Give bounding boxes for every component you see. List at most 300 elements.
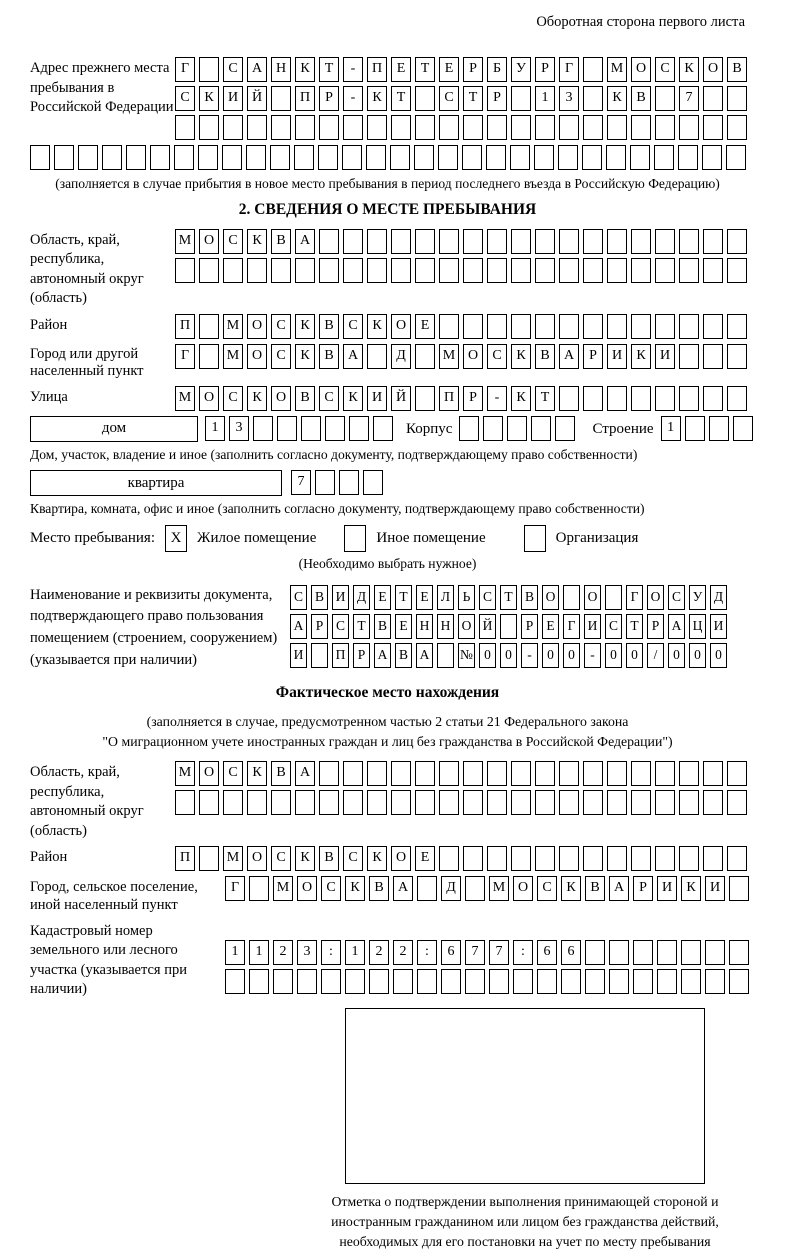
char-box xyxy=(559,314,579,339)
char-box xyxy=(311,643,328,668)
char-box: С xyxy=(223,57,243,82)
char-box xyxy=(271,790,291,815)
char-box: М xyxy=(223,846,243,871)
char-box: 0 xyxy=(668,643,685,668)
char-box: - xyxy=(343,57,363,82)
char-box xyxy=(679,229,699,254)
char-box xyxy=(367,229,387,254)
char-box xyxy=(535,258,555,283)
char-box xyxy=(583,846,603,871)
char-box xyxy=(583,314,603,339)
char-box xyxy=(631,846,651,871)
char-box xyxy=(729,969,749,994)
char-box xyxy=(583,258,603,283)
stay-type-option-residential: Жилое помещение xyxy=(197,530,317,547)
char-box xyxy=(175,258,195,283)
char-box: 1 xyxy=(535,86,555,111)
char-box xyxy=(373,416,393,441)
char-box: : xyxy=(417,940,437,965)
char-box: А xyxy=(393,876,413,901)
region-row-2 xyxy=(175,258,747,283)
char-box xyxy=(199,258,219,283)
document-block xyxy=(30,583,745,672)
char-box xyxy=(703,86,723,111)
char-box: К xyxy=(247,761,267,786)
korpus-label: Корпус xyxy=(406,420,453,437)
char-box xyxy=(339,470,359,495)
char-box: 1 xyxy=(249,940,269,965)
stay-type-note: (Необходимо выбрать нужное) xyxy=(298,556,477,572)
stay-type-option-organization: Организация xyxy=(555,530,639,547)
actual-city-block xyxy=(30,876,745,914)
char-box xyxy=(510,145,530,170)
house-block xyxy=(30,416,745,442)
char-box xyxy=(679,386,699,411)
char-box xyxy=(705,940,725,965)
char-box xyxy=(253,416,273,441)
char-box xyxy=(655,314,675,339)
char-box: М xyxy=(439,344,459,369)
char-box: И xyxy=(607,344,627,369)
cadastral-row-2 xyxy=(225,969,749,994)
previous-address-note: (заполняется в случае прибытия в новое место пребывания в период последнего въезда в Российскую Федерацию) xyxy=(55,176,720,191)
char-box xyxy=(277,416,297,441)
char-box xyxy=(655,386,675,411)
char-box: 6 xyxy=(441,940,461,965)
char-box: С xyxy=(343,314,363,339)
char-box: 1 xyxy=(205,416,225,441)
char-box: - xyxy=(487,386,507,411)
char-box xyxy=(511,115,531,140)
char-box: 0 xyxy=(500,643,517,668)
char-box xyxy=(727,229,747,254)
char-box xyxy=(733,416,753,441)
char-box: Р xyxy=(319,86,339,111)
char-box xyxy=(342,145,362,170)
char-box xyxy=(390,145,410,170)
char-box: 7 xyxy=(291,470,311,495)
char-box xyxy=(318,145,338,170)
char-box: И xyxy=(290,643,307,668)
char-box xyxy=(175,115,195,140)
actual-location-note-line2: "О миграционном учете иностранных граждан и лиц без гражданства в Российской Федерации") xyxy=(102,734,673,750)
char-box: - xyxy=(521,643,538,668)
char-box xyxy=(703,386,723,411)
char-box: К xyxy=(247,229,267,254)
char-box: Е xyxy=(374,585,391,610)
char-box: 0 xyxy=(605,643,622,668)
char-box xyxy=(558,145,578,170)
char-box xyxy=(679,790,699,815)
char-box xyxy=(609,940,629,965)
char-box: Н xyxy=(437,614,454,639)
char-box xyxy=(679,761,699,786)
stroenie-row xyxy=(661,416,753,441)
previous-address-label: Адрес прежнего места пребывания в Российской Федерации xyxy=(30,60,174,116)
char-box xyxy=(705,969,725,994)
char-box xyxy=(727,314,747,339)
char-box xyxy=(655,258,675,283)
stay-type-checkbox-other xyxy=(344,525,366,552)
char-box: С xyxy=(223,761,243,786)
char-box xyxy=(315,470,335,495)
char-box: К xyxy=(631,344,651,369)
char-box xyxy=(439,258,459,283)
char-box: Й xyxy=(479,614,496,639)
char-box xyxy=(223,790,243,815)
char-box: П xyxy=(175,314,195,339)
char-box xyxy=(535,790,555,815)
char-box xyxy=(319,115,339,140)
char-box: 7 xyxy=(465,940,485,965)
char-box: К xyxy=(247,386,267,411)
char-box xyxy=(727,115,747,140)
char-box: Т xyxy=(626,614,643,639)
char-box: М xyxy=(175,229,195,254)
char-box: С xyxy=(487,344,507,369)
stay-type-checkbox-organization xyxy=(524,525,546,552)
house-number-row xyxy=(205,416,393,441)
char-box xyxy=(607,314,627,339)
char-box: Р xyxy=(583,344,603,369)
char-box xyxy=(487,258,507,283)
char-box xyxy=(727,761,747,786)
char-box: К xyxy=(511,386,531,411)
char-box xyxy=(511,229,531,254)
char-box xyxy=(681,940,701,965)
actual-district-row xyxy=(175,846,747,871)
char-box xyxy=(417,876,437,901)
char-box xyxy=(487,115,507,140)
char-box xyxy=(463,790,483,815)
char-box: М xyxy=(223,314,243,339)
char-box xyxy=(511,314,531,339)
cadastral-row-1 xyxy=(225,940,749,965)
char-box: И xyxy=(710,614,727,639)
char-box xyxy=(249,876,269,901)
char-box xyxy=(535,229,555,254)
char-box: А xyxy=(668,614,685,639)
char-box xyxy=(507,416,527,441)
stamp-area xyxy=(305,1008,745,1252)
char-box xyxy=(727,344,747,369)
char-box: 6 xyxy=(537,940,557,965)
char-box: В xyxy=(521,585,538,610)
char-box xyxy=(271,258,291,283)
char-box: Г xyxy=(175,344,195,369)
char-box: Й xyxy=(391,386,411,411)
char-box xyxy=(249,969,269,994)
char-box xyxy=(559,386,579,411)
char-box: С xyxy=(271,344,291,369)
char-box xyxy=(561,969,581,994)
char-box: Е xyxy=(416,585,433,610)
char-box xyxy=(415,86,435,111)
char-box xyxy=(463,846,483,871)
char-box: Р xyxy=(463,386,483,411)
char-box: А xyxy=(559,344,579,369)
char-box xyxy=(439,846,459,871)
char-box: В xyxy=(319,314,339,339)
previous-address-row-3 xyxy=(175,115,747,140)
char-box: О xyxy=(391,846,411,871)
char-box xyxy=(535,115,555,140)
char-box xyxy=(511,86,531,111)
char-box xyxy=(391,761,411,786)
char-box xyxy=(343,115,363,140)
previous-address-row-2 xyxy=(175,86,747,111)
char-box xyxy=(559,258,579,283)
char-box: Г xyxy=(626,585,643,610)
char-box: Б xyxy=(487,57,507,82)
char-box xyxy=(607,258,627,283)
char-box: Р xyxy=(647,614,664,639)
char-box: И xyxy=(367,386,387,411)
char-box: В xyxy=(271,229,291,254)
char-box: О xyxy=(463,344,483,369)
char-box xyxy=(534,145,554,170)
char-box xyxy=(363,470,383,495)
char-box xyxy=(487,846,507,871)
char-box xyxy=(563,585,580,610)
char-box: 6 xyxy=(561,940,581,965)
char-box: С xyxy=(439,86,459,111)
actual-district-block xyxy=(30,846,745,871)
char-box: П xyxy=(439,386,459,411)
char-box: : xyxy=(513,940,533,965)
char-box: М xyxy=(223,344,243,369)
char-box xyxy=(437,643,454,668)
char-box: А xyxy=(295,761,315,786)
char-box xyxy=(631,761,651,786)
street-block xyxy=(30,386,745,411)
char-box xyxy=(198,145,218,170)
char-box: И xyxy=(332,585,349,610)
cadastral-block xyxy=(30,920,745,1000)
actual-city-row xyxy=(225,876,749,901)
apartment-block xyxy=(30,470,745,496)
char-box: И xyxy=(223,86,243,111)
char-box: С xyxy=(343,846,363,871)
char-box xyxy=(555,416,575,441)
char-box: Е xyxy=(415,314,435,339)
char-box: В xyxy=(395,643,412,668)
char-box xyxy=(415,258,435,283)
char-box xyxy=(605,585,622,610)
char-box xyxy=(319,229,339,254)
char-box: 0 xyxy=(479,643,496,668)
char-box xyxy=(175,790,195,815)
char-box: С xyxy=(537,876,557,901)
char-box: М xyxy=(607,57,627,82)
char-box xyxy=(366,145,386,170)
char-box: В xyxy=(295,386,315,411)
char-box xyxy=(631,314,651,339)
char-box: К xyxy=(681,876,701,901)
actual-region-label: Область, край, республика, автономный округ (область) xyxy=(30,764,144,839)
char-box: 3 xyxy=(297,940,317,965)
char-box: О xyxy=(247,344,267,369)
char-box xyxy=(319,258,339,283)
char-box xyxy=(583,229,603,254)
char-box: М xyxy=(273,876,293,901)
char-box: С xyxy=(655,57,675,82)
char-box: О xyxy=(703,57,723,82)
char-box: У xyxy=(511,57,531,82)
char-box xyxy=(459,416,479,441)
char-box xyxy=(319,761,339,786)
char-box: О xyxy=(297,876,317,901)
city-label: Город или другой населенный пункт xyxy=(30,345,144,380)
char-box xyxy=(247,790,267,815)
char-box xyxy=(607,790,627,815)
previous-address-row-1 xyxy=(175,57,747,82)
char-box xyxy=(583,386,603,411)
char-box xyxy=(511,761,531,786)
cadastral-label: Кадастровый номер земельного или лесного участка (указывается при наличии) xyxy=(30,922,187,998)
char-box xyxy=(391,229,411,254)
char-box xyxy=(273,969,293,994)
char-box xyxy=(301,416,321,441)
char-box xyxy=(703,115,723,140)
char-box xyxy=(655,115,675,140)
char-box xyxy=(246,145,266,170)
char-box: Е xyxy=(415,846,435,871)
actual-city-label: Город, сельское поселение, иной населенный пункт xyxy=(30,879,198,914)
char-box: Р xyxy=(311,614,328,639)
char-box: - xyxy=(584,643,601,668)
char-box: М xyxy=(175,386,195,411)
char-box: С xyxy=(321,876,341,901)
char-box: Ь xyxy=(458,585,475,610)
char-box xyxy=(414,145,434,170)
char-box: Л xyxy=(437,585,454,610)
char-box: Е xyxy=(395,614,412,639)
char-box xyxy=(199,846,219,871)
char-box: О xyxy=(199,386,219,411)
char-box: А xyxy=(374,643,391,668)
char-box xyxy=(655,846,675,871)
char-box xyxy=(702,145,722,170)
char-box: С xyxy=(175,86,195,111)
char-box xyxy=(685,416,705,441)
previous-address-block xyxy=(30,57,745,140)
char-box: О xyxy=(584,585,601,610)
char-box xyxy=(535,761,555,786)
char-box xyxy=(174,145,194,170)
char-box: С xyxy=(223,386,243,411)
char-box: В xyxy=(535,344,555,369)
char-box xyxy=(247,115,267,140)
char-box: К xyxy=(367,314,387,339)
char-box xyxy=(487,314,507,339)
char-box xyxy=(631,258,651,283)
char-box xyxy=(729,876,749,901)
char-box xyxy=(415,344,435,369)
char-box xyxy=(415,761,435,786)
char-box xyxy=(559,229,579,254)
char-box: К xyxy=(367,86,387,111)
char-box xyxy=(465,876,485,901)
char-box xyxy=(391,115,411,140)
char-box xyxy=(343,229,363,254)
char-box xyxy=(463,115,483,140)
char-box xyxy=(655,761,675,786)
char-box xyxy=(271,115,291,140)
char-box xyxy=(369,969,389,994)
char-box: 2 xyxy=(369,940,389,965)
stamp-box xyxy=(345,1008,705,1184)
char-box: К xyxy=(295,846,315,871)
char-box: К xyxy=(295,344,315,369)
char-box xyxy=(585,940,605,965)
char-box xyxy=(654,145,674,170)
char-box: А xyxy=(247,57,267,82)
char-box xyxy=(703,314,723,339)
char-box: 0 xyxy=(689,643,706,668)
char-box: Д xyxy=(441,876,461,901)
char-box xyxy=(345,969,365,994)
char-box xyxy=(537,969,557,994)
char-box xyxy=(199,344,219,369)
char-box: С xyxy=(479,585,496,610)
char-box: С xyxy=(271,846,291,871)
street-row xyxy=(175,386,747,411)
korpus-row xyxy=(459,416,575,441)
char-box xyxy=(463,761,483,786)
char-box: О xyxy=(247,846,267,871)
char-box: П xyxy=(175,846,195,871)
stay-type-checkbox-residential: X xyxy=(165,525,187,552)
char-box xyxy=(417,969,437,994)
char-box: Т xyxy=(319,57,339,82)
char-box xyxy=(465,969,485,994)
char-box xyxy=(607,846,627,871)
actual-location-note xyxy=(30,712,745,753)
char-box: Й xyxy=(247,86,267,111)
char-box xyxy=(609,969,629,994)
char-box xyxy=(486,145,506,170)
district-block xyxy=(30,314,745,339)
char-box: К xyxy=(295,57,315,82)
char-box: К xyxy=(511,344,531,369)
char-box xyxy=(415,115,435,140)
char-box xyxy=(582,145,602,170)
stroenie-label: Строение xyxy=(592,420,654,437)
region-block xyxy=(30,229,745,309)
char-box xyxy=(726,145,746,170)
char-box: П xyxy=(367,57,387,82)
char-box: Д xyxy=(353,585,370,610)
char-box: Т xyxy=(415,57,435,82)
char-box xyxy=(321,969,341,994)
char-box xyxy=(583,86,603,111)
char-box xyxy=(679,846,699,871)
apartment-number-row xyxy=(291,470,383,495)
char-box xyxy=(703,790,723,815)
char-box xyxy=(535,314,555,339)
house-note: Дом, участок, владение и иное (заполнить согласно документу, подтверждающему право собственности) xyxy=(30,446,638,462)
char-box xyxy=(295,258,315,283)
char-box xyxy=(511,846,531,871)
char-box: С xyxy=(319,386,339,411)
char-box xyxy=(439,790,459,815)
char-box: Р xyxy=(535,57,555,82)
char-box: Д xyxy=(391,344,411,369)
char-box: К xyxy=(367,846,387,871)
char-box: О xyxy=(271,386,291,411)
char-box: И xyxy=(705,876,725,901)
